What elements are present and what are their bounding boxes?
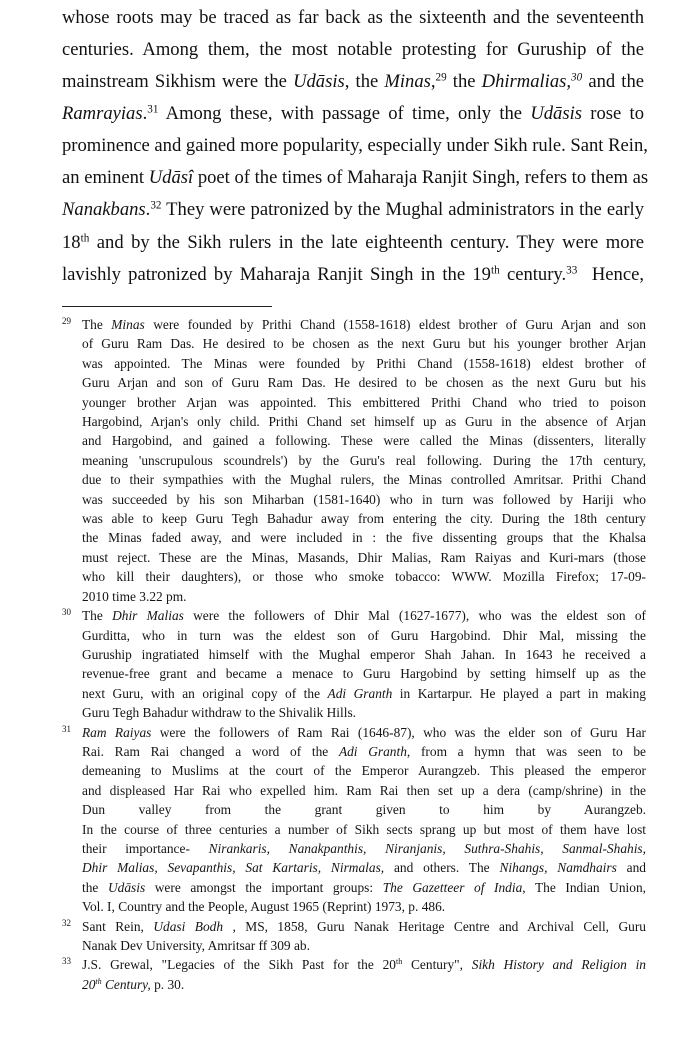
footnote-line: meaning 'unscrupulous scoundrels') by the Guru's real following. During the 17th century, (82, 452, 646, 468)
footnote-31 (62, 723, 646, 917)
footnote-number: 33 (62, 956, 71, 967)
footnote-line: was appointed. The Minas were founded by Prithi Chand (1558-1618) eldest brother of (82, 355, 646, 371)
body-line: lavishly patronized by Maharaja Ranjit Singh in the 19th century.$^{33}$ Hence, (62, 264, 644, 285)
footnote-30 (62, 606, 646, 722)
footnote-number: 31 (62, 723, 71, 734)
footnote-line: Dhir Malias, Sevapanthis, Sat Kartaris, Nirmalas, and others. The Nihangs, Namdhairs and (82, 860, 646, 876)
footnote-line: demeaning to Muslims at the court of the Emperor Aurangzeb. This pleased the emperor (82, 763, 646, 779)
footnote-line: Rai. Ram Rai changed a word of the Adi Granth, from a hymn that was seen to be (82, 743, 647, 759)
footnote-line: was able to keep Guru Tegh Bahadur away from entering the city. During the 18th century (82, 511, 646, 527)
body-line: mainstream Sikhism were the Udāsis, the Minas,$^{29}$ the Dhirmalias,$^{30}$ and the (62, 71, 645, 92)
body-line: whose roots may be traced as far back as the sixteenth and the seventeenth (62, 7, 644, 28)
footnote-line: their importance- Nirankaris, Nanakpanthis, Niranjanis, Suthra-Shahis, Sanmal-Shahis, (82, 840, 646, 856)
footnote-line: Nanak Dev University, Amritsar ff 309 ab. (82, 938, 310, 953)
body-line: centuries. Among them, the most notable protesting for Guruship of the (62, 39, 644, 60)
footnote-line: Vol. I, Country and the People, August 1965 (Reprint) 1973, p. 486. (82, 899, 446, 915)
footnote-29 (62, 315, 646, 606)
footnote-number: 29 (62, 316, 71, 326)
footnote-line: J.S. Grewal, "Legacies of the Sikh Past for the 20th Century", Sikh History and Religion in (82, 957, 646, 973)
footnote-number: 30 (62, 607, 71, 618)
body-line: an eminent Udāsî poet of the times of Maharaja Ranjit Singh, refers to them as (62, 167, 649, 188)
body-line: Nanakbans.$^{32}$ They were patronized by the Mughal administrators in the early (62, 199, 644, 220)
footnote-line: Guru Tegh Bahadur withdraw to the Shivalik Hills. (82, 705, 357, 721)
footnote-line: and Hargobind, and gained a following. These were called the Minas (dissenters, literally (82, 433, 646, 449)
footnote-line: Guruship ingratiated himself with the Mughal emperor Shah Jahan. In 1643 he received a (82, 646, 646, 662)
footnote-line: was succeeded by his son Miharban (1581-1640) who in turn was followed by Hariji who (82, 491, 646, 507)
footnote-line: who kill their daughters), or those who smoke tobacco: WWW. Mozilla Firefox; 17-09- (82, 569, 646, 585)
footnote-line: must reject. These are the Minas, Masands, Dhir Malias, Ram Raiyas and Kuri-mars (those (82, 549, 646, 565)
footnote-line: 20th Century, p. 30. (82, 976, 185, 992)
footnotes (62, 315, 646, 994)
footnote-line: 2010 time 3.22 pm. (82, 588, 187, 604)
footnote-32 (62, 917, 646, 956)
footnote-line: of Guru Ram Das. He desired to be chosen as the next Guru but his younger brother Arjan (82, 336, 646, 352)
footnote-line: the Minas faded away, and were included in : the five dissenting groups that the Khalsa (82, 530, 646, 546)
footnote-line: The Minas were founded by Prithi Chand (1558-1618) eldest brother of Guru Arjan and son (82, 317, 646, 332)
footnote-line: Guru Arjan and son of Guru Ram Das. He desired to be chosen as the next Guru but his (82, 375, 646, 391)
footnote-line: The Dhir Malias were the followers of Dhir Mal (1627-1677), who was the eldest son of (82, 608, 647, 624)
footnote-line: Sant Rein, Udasi Bodh , MS, 1858, Guru Nanak Heritage Centre and Archival Cell, Guru (82, 918, 646, 934)
footnote-line: the Udāsis were amongst the important groups: The Gazetteer of India, The Indian Union, (82, 879, 646, 895)
footnote-33 (62, 955, 646, 994)
footnote-line: Gurditta, who in turn was the eldest son of Guru Hargobind. Dhir Mal, missing the (82, 627, 646, 643)
footnote-line: revenue-free grant and became a menace to Guru Hargobind by setting himself up as the (82, 666, 646, 682)
body-line: Ramrayias.$^{31}$ Among these, with passage of time, only the Udāsis rose to (62, 103, 644, 124)
footnote-line: due to their sympathies with the Mughal rulers, the Minas controlled Amritsar. Prithi Chand (82, 472, 646, 488)
footnote-line: next Guru, with an original copy of the Adi Granth in Kartarpur. He played a part in making (82, 685, 646, 701)
footnote-line: In the course of three centuries a number of Sikh sects sprang up but most of them have lost (82, 821, 646, 837)
body-line: 18th and by the Sikh rulers in the late eighteenth century. They were more (62, 232, 644, 253)
footnote-line: Ram Raiyas were the followers of Ram Rai (1646-87), who was the elder son of Guru Har (82, 724, 646, 740)
body-line: prominence and gained more popularity, especially under Sikh rule. Sant Rein, (62, 135, 648, 156)
footnote-line: Hargobind, Arjan's only child. Prithi Chand set himself up as Guru in the absence of Arjan (82, 414, 646, 430)
footnote-line: and displeased Har Rai who expelled him. Ram Rai then set up a dera (camp/shrine) in the (82, 782, 646, 798)
footnote-separator (62, 306, 272, 307)
footnote-line: younger brother Arjan was appointed. This embittered Prithi Chand who tried to poison (82, 394, 646, 410)
footnote-line: Dun valley from the grant given to him by Aurangzeb. (82, 802, 646, 818)
footnote-number: 32 (62, 917, 71, 928)
